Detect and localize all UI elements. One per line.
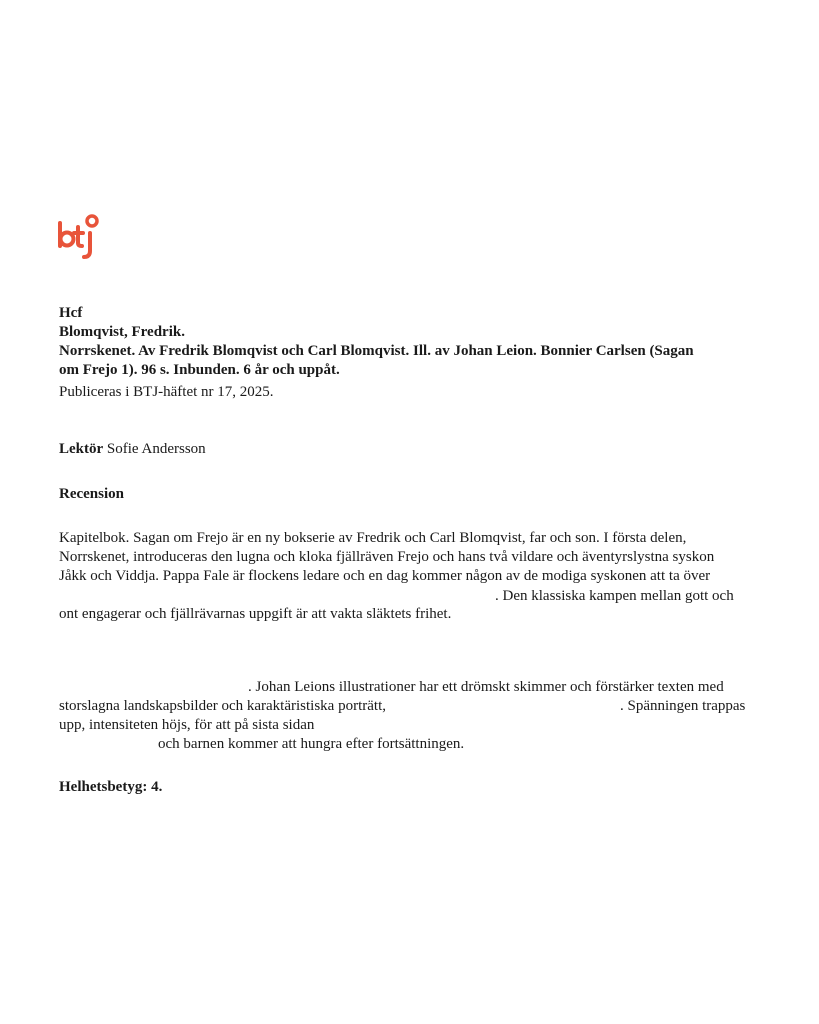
review-p1-line-4: . Den klassiska kampen mellan gott och [495,588,734,604]
publication-note: Publiceras i BTJ-häftet nr 17, 2025. [59,384,274,400]
review-p2-line-4: och barnen kommer att hungra efter fortsättningen. [158,736,465,752]
review-p2-line-2b: . Spänningen trappas [620,698,746,714]
book-title-line-1: Norrskenet. Av Fredrik Blomqvist och Carl Blomqvist. Ill. av Johan Leion. Bonnier Carlsen (Sagan [59,343,694,359]
review-p2-line-2a: storslagna landskapsbilder och karaktäristiska porträtt, [59,698,386,714]
author-name: Blomqvist, Fredrik. [59,324,185,340]
review-p1-line-5: ont engagerar och fjällrävarnas uppgift är att vakta släktets frihet. [59,606,452,622]
classification-code: Hcf [59,305,83,321]
reviewer-name: Sofie Andersson [106,441,206,457]
review-p1-line-1: Kapitelbok. Sagan om Frejo är en ny bokserie av Fredrik och Carl Blomqvist, far och son. I första delen, [59,530,687,546]
review-p2-line-1: . Johan Leions illustrationer har ett drömskt skimmer och förstärker texten med [248,679,724,695]
review-p2-line-3: upp, intensiteten höjs, för att på sista sidan [59,717,315,733]
btj-logo-icon [57,213,101,261]
review-heading: Recension [59,486,124,502]
btj-logo [57,213,101,261]
review-p1-line-3: Jåkk och Viddja. Pappa Fale är flockens ledare och en dag kommer någon av de modiga syskonen att ta över [59,568,711,584]
reviewer-label: Lektör [59,441,104,457]
overall-rating: Helhetsbetyg: 4. [59,779,163,795]
review-p1-line-2: Norrskenet, introduceras den lugna och kloka fjällräven Frejo och hans två vildare och äventyrslystna syskon [59,549,715,565]
book-title-line-2: om Frejo 1). 96 s. Inbunden. 6 år och uppåt. [59,362,340,378]
reviewer-line [59,440,206,459]
record-header [59,304,779,402]
